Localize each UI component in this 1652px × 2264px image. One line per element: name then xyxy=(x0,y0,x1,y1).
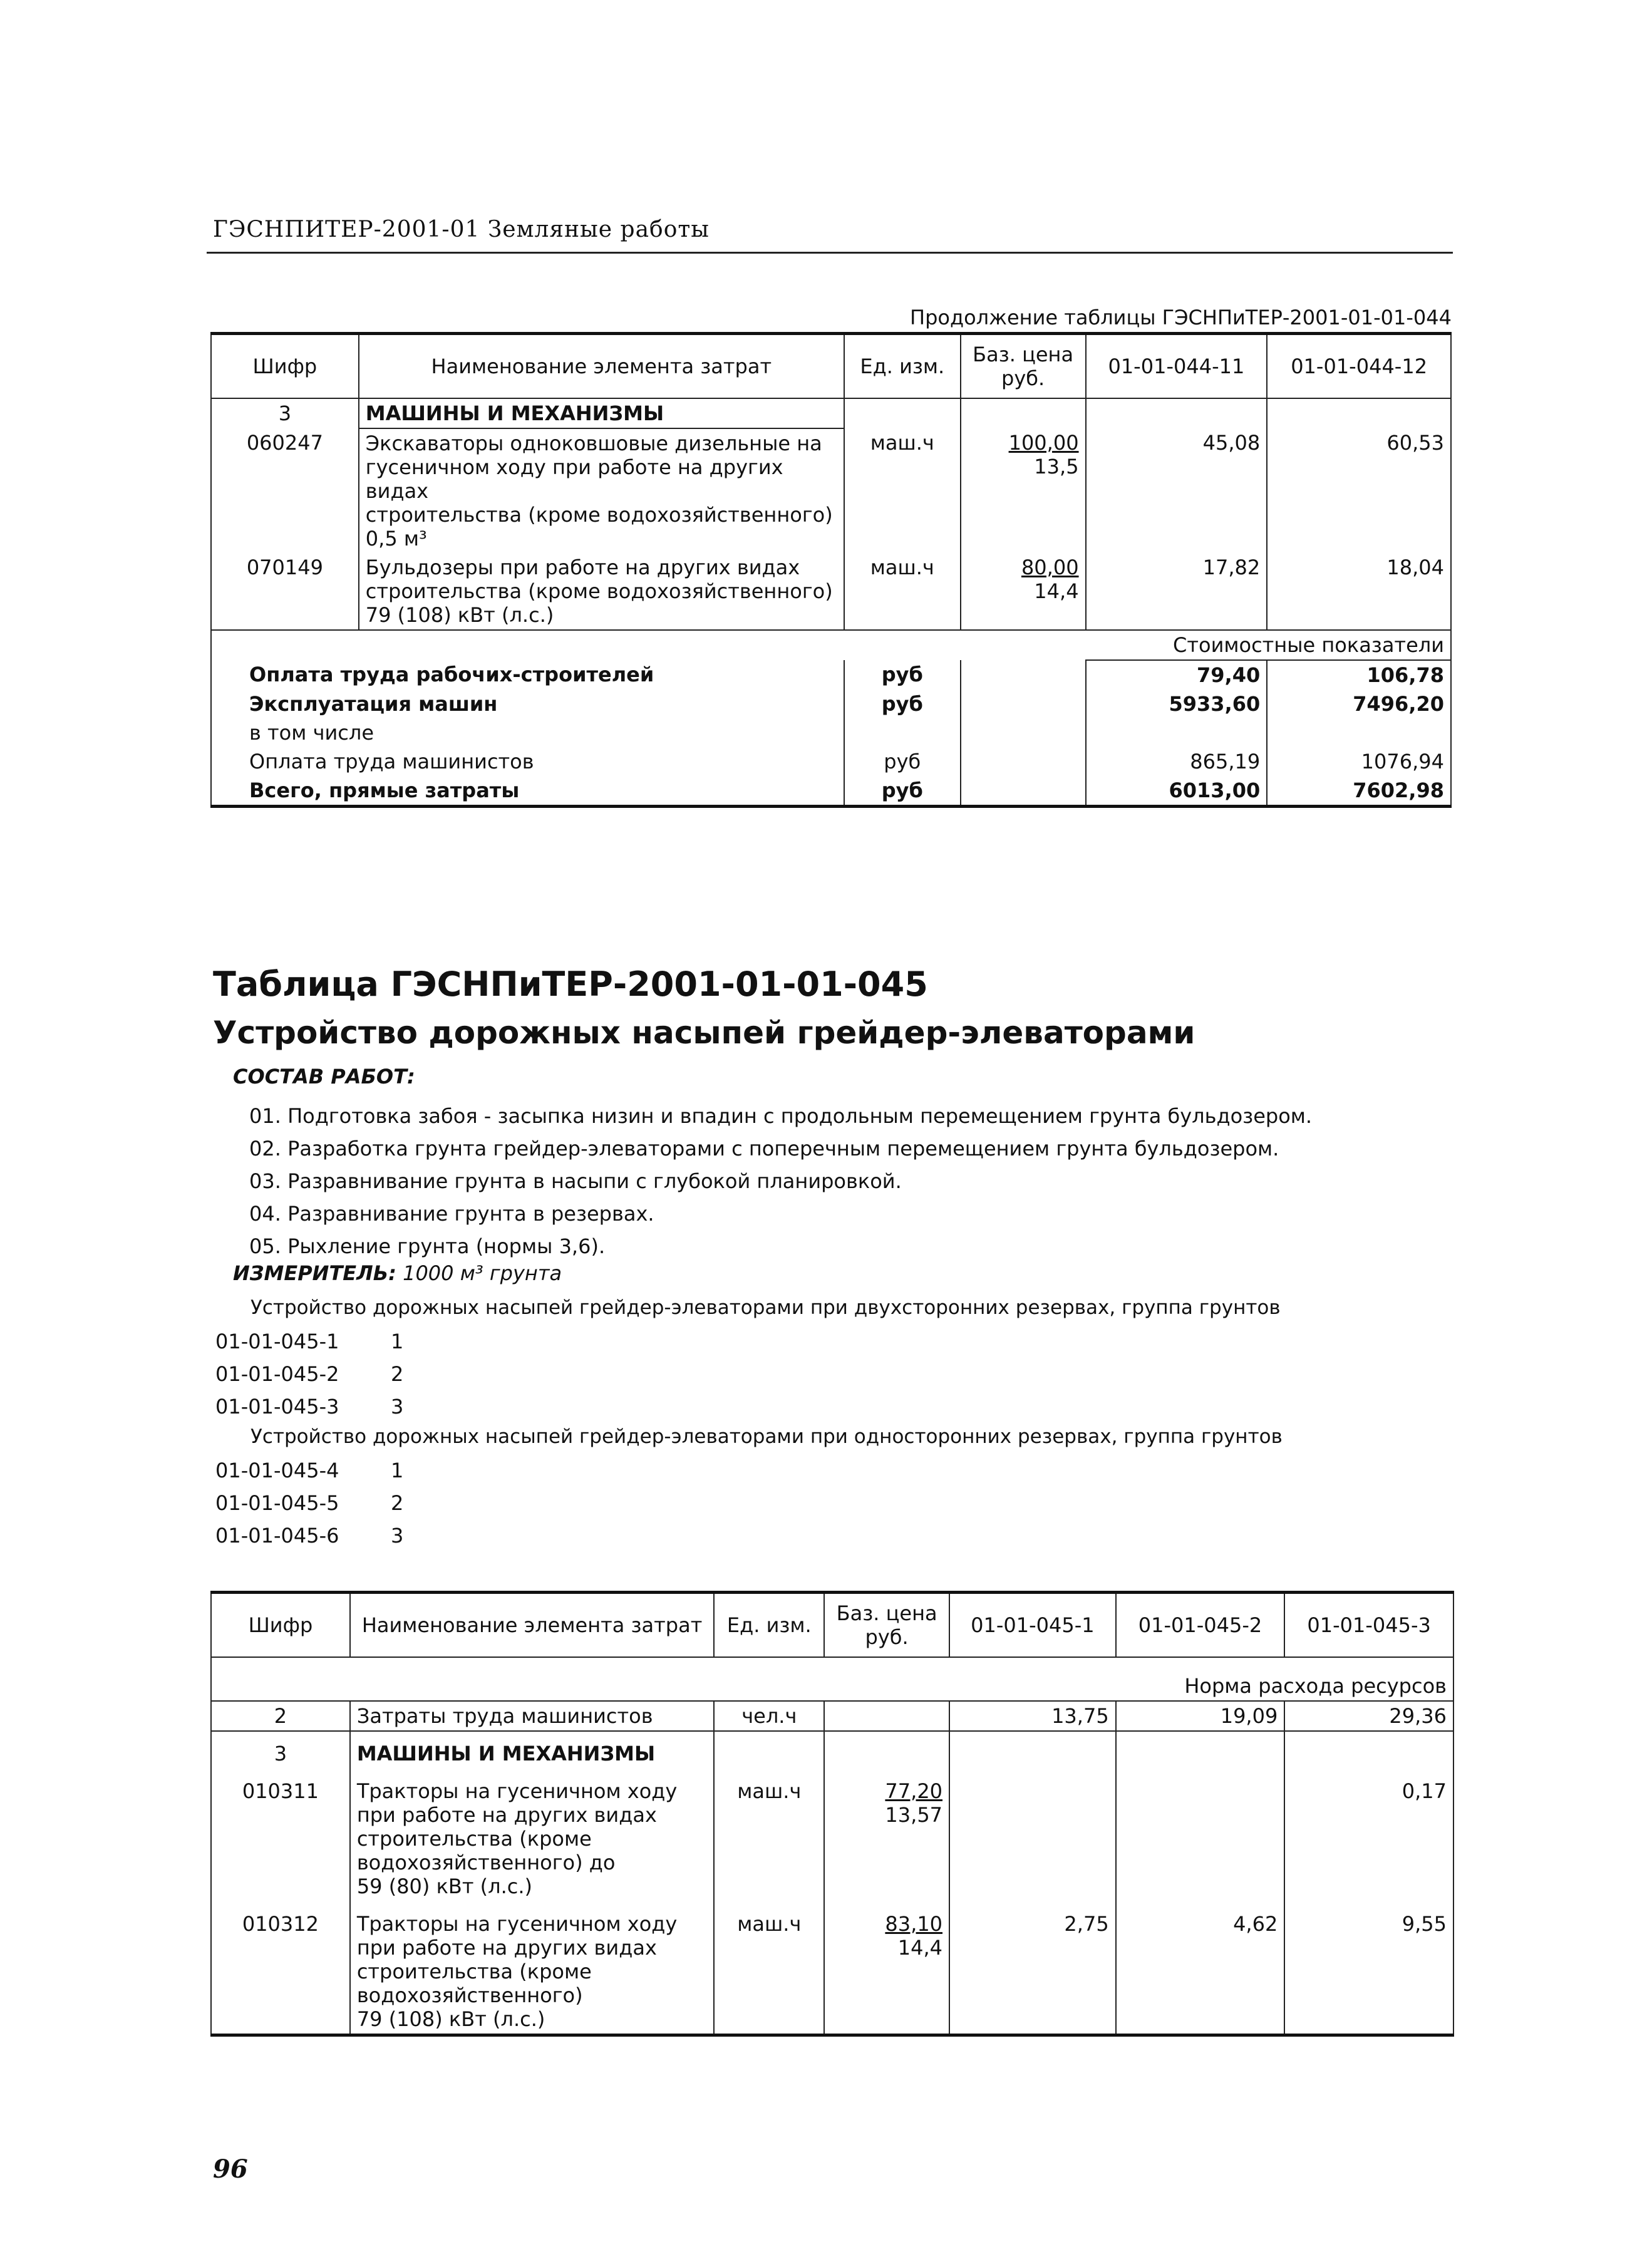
header-col2: 01-01-045-2 xyxy=(1116,1593,1285,1658)
header-col3: 01-01-045-3 xyxy=(1284,1593,1453,1658)
row-name-line: строительства (кроме водохозяйственного) xyxy=(365,503,833,527)
row-price xyxy=(961,553,1086,630)
norm-code: 01-01-045-5 xyxy=(215,1491,339,1515)
row-name-line: водохозяйственного) до xyxy=(356,1851,616,1874)
header-price: Баз. цена руб. xyxy=(961,334,1086,399)
row-name-line: 59 (80) кВт (л.с.) xyxy=(356,1874,533,1898)
section-row xyxy=(211,1731,1453,1768)
row-price xyxy=(824,1768,949,1901)
row-value-2: 18,04 xyxy=(1267,553,1451,630)
row-name-line: Бульдозеры при работе на других видах xyxy=(365,556,800,579)
code-list xyxy=(215,1325,403,1423)
summary-unit: руб xyxy=(844,690,961,718)
table-continuation-note: Продолжение таблицы ГЭСНПиТЕР-2001-01-01-044 xyxy=(910,306,1452,329)
row-name-line: водохозяйственного) xyxy=(356,1983,583,2007)
soil-group: 1 xyxy=(391,1459,404,1482)
list-item: 03. Разравнивание грунта в насыпи с глубокой планировкой. xyxy=(249,1169,902,1193)
header-name: Наименование элемента затрат xyxy=(359,334,844,399)
labor-row xyxy=(211,1701,1453,1731)
row-name-line: при работе на других видах xyxy=(356,1936,657,1960)
summary-label: Всего, прямые затраты xyxy=(211,776,844,807)
row-code: 010312 xyxy=(211,1901,350,2035)
header-col1: 01-01-044-11 xyxy=(1086,334,1267,399)
row-name-line: строительства (кроме водохозяйственного) xyxy=(365,579,833,603)
group-description: Устройство дорожных насыпей грейдер-элеваторами при односторонних резервах, группа грунтов xyxy=(250,1425,1283,1448)
row-name-line: строительства (кроме xyxy=(356,1960,592,1983)
summary-row xyxy=(211,747,1451,776)
works-label: СОСТАВ РАБОТ: xyxy=(233,1065,415,1088)
summary-label: Эксплуатация машин xyxy=(211,690,844,718)
row-value-1: 17,82 xyxy=(1086,553,1267,630)
summary-value-2: 7496,20 xyxy=(1267,690,1451,718)
row-value-2: 19,09 xyxy=(1116,1701,1285,1731)
summary-row xyxy=(211,660,1451,690)
price-top: 100,00 xyxy=(1008,431,1079,455)
table-subtitle: Устройство дорожных насыпей грейдер-элеваторами xyxy=(213,1015,1195,1051)
list-item xyxy=(215,1390,403,1423)
price-bottom: 14,4 xyxy=(1034,579,1079,603)
price-top: 83,10 xyxy=(885,1912,943,1936)
norm-code: 01-01-045-4 xyxy=(215,1459,339,1482)
cost-label-row xyxy=(211,630,1451,660)
section-name: МАШИНЫ И МЕХАНИЗМЫ xyxy=(350,1731,715,1768)
row-unit: маш.ч xyxy=(844,428,961,553)
row-name-line: Тракторы на гусеничном ходу xyxy=(356,1779,678,1803)
soil-group: 3 xyxy=(391,1395,404,1419)
resource-table-044 xyxy=(210,332,1452,808)
row-name-line: Экскаваторы одноковшовые дизельные на xyxy=(365,432,822,455)
row-value-2: 60,53 xyxy=(1267,428,1451,553)
table-row xyxy=(211,1901,1453,2035)
price-top: 80,00 xyxy=(1021,556,1079,579)
row-unit: маш.ч xyxy=(714,1901,824,2035)
row-name-line: при работе на других видах xyxy=(356,1803,657,1827)
norm-code: 01-01-045-6 xyxy=(215,1524,339,1548)
header-unit: Ед. изм. xyxy=(844,334,961,399)
price-bottom: 13,57 xyxy=(885,1803,943,1827)
row-unit: чел.ч xyxy=(714,1701,824,1731)
row-name xyxy=(350,1768,715,1901)
price-bottom: 14,4 xyxy=(897,1936,943,1960)
table-row xyxy=(211,553,1451,630)
group-description: Устройство дорожных насыпей грейдер-элеваторами при двухсторонних резервах, группа грунтов xyxy=(250,1296,1281,1319)
header-col1: 01-01-045-1 xyxy=(949,1593,1116,1658)
summary-value-1: 79,40 xyxy=(1086,660,1267,690)
summary-value-1: 5933,60 xyxy=(1086,690,1267,718)
summary-value-1: 865,19 xyxy=(1086,747,1267,776)
list-item: 04. Разравнивание грунта в резервах. xyxy=(249,1202,654,1226)
header-price: Баз. цена руб. xyxy=(824,1593,949,1658)
price-top: 77,20 xyxy=(885,1779,943,1803)
summary-value-2: 1076,94 xyxy=(1267,747,1451,776)
header-name: Наименование элемента затрат xyxy=(350,1593,715,1658)
row-code: 2 xyxy=(211,1701,350,1731)
norm-code: 01-01-045-3 xyxy=(215,1395,339,1419)
row-name-line: строительства (кроме xyxy=(356,1827,592,1851)
row-value-3: 9,55 xyxy=(1284,1901,1453,2035)
row-name-line: 79 (108) кВт (л.с.) xyxy=(356,2007,545,2031)
row-code: 070149 xyxy=(211,553,359,630)
header-rule xyxy=(207,252,1453,254)
summary-row xyxy=(211,690,1451,718)
summary-value-2 xyxy=(1267,718,1451,747)
list-item xyxy=(215,1454,403,1487)
section-code: 3 xyxy=(211,398,359,428)
row-price xyxy=(824,1901,949,2035)
row-value-1: 13,75 xyxy=(949,1701,1116,1731)
summary-label: Оплата труда машинистов xyxy=(211,747,844,776)
row-price xyxy=(961,428,1086,553)
summary-value-1 xyxy=(1086,718,1267,747)
summary-label: в том числе xyxy=(211,718,844,747)
cost-label: Стоимостные показатели xyxy=(1086,630,1451,660)
row-value-1 xyxy=(949,1768,1116,1901)
row-name-line: Тракторы на гусеничном ходу xyxy=(356,1912,678,1936)
table-title: Таблица ГЭСНПиТЕР-2001-01-01-045 xyxy=(213,964,928,1004)
row-name-line: 0,5 м³ xyxy=(365,527,427,550)
soil-group: 2 xyxy=(391,1362,404,1386)
row-value-2 xyxy=(1116,1768,1285,1901)
row-value-3: 0,17 xyxy=(1284,1768,1453,1901)
row-unit: маш.ч xyxy=(844,553,961,630)
soil-group: 3 xyxy=(391,1524,404,1548)
row-name xyxy=(359,428,844,553)
list-item xyxy=(215,1487,403,1519)
header-code: Шифр xyxy=(211,1593,350,1658)
summary-value-2: 106,78 xyxy=(1267,660,1451,690)
row-code: 010311 xyxy=(211,1768,350,1901)
summary-unit: руб xyxy=(844,776,961,807)
header-code: Шифр xyxy=(211,334,359,399)
code-list xyxy=(215,1454,403,1552)
header-unit: Ед. изм. xyxy=(714,1593,824,1658)
soil-group: 2 xyxy=(391,1491,404,1515)
price-bottom: 13,5 xyxy=(1034,455,1079,478)
summary-label: Оплата труда рабочих-строителей xyxy=(211,660,844,690)
row-value-1: 2,75 xyxy=(949,1901,1116,2035)
measure-label: ИЗМЕРИТЕЛЬ: xyxy=(233,1261,396,1285)
norm-code: 01-01-045-1 xyxy=(215,1330,339,1353)
summary-unit: руб xyxy=(844,660,961,690)
summary-value-1: 6013,00 xyxy=(1086,776,1267,807)
list-item xyxy=(215,1519,403,1552)
list-item: 05. Рыхление грунта (нормы 3,6). xyxy=(249,1234,606,1258)
norm-code: 01-01-045-2 xyxy=(215,1362,339,1386)
resource-table-045 xyxy=(210,1591,1454,2037)
page-number: 96 xyxy=(213,2154,248,2184)
summary-value-2: 7602,98 xyxy=(1267,776,1451,807)
row-value-2: 4,62 xyxy=(1116,1901,1285,2035)
summary-row xyxy=(211,718,1451,747)
summary-unit xyxy=(844,718,961,747)
table-row xyxy=(211,1768,1453,1901)
norm-label: Норма расхода ресурсов xyxy=(1116,1657,1453,1701)
norm-label-row xyxy=(211,1657,1453,1701)
summary-row xyxy=(211,776,1451,807)
row-name xyxy=(350,1901,715,2035)
row-name-line: 79 (108) кВт (л.с.) xyxy=(365,603,554,627)
row-unit: маш.ч xyxy=(714,1768,824,1901)
section-name: МАШИНЫ И МЕХАНИЗМЫ xyxy=(359,398,844,428)
list-item: 01. Подготовка забоя - засыпка низин и впадин с продольным перемещением грунта бульдозером. xyxy=(249,1104,1313,1128)
measure-value: 1000 м³ грунта xyxy=(403,1261,562,1285)
section-code: 3 xyxy=(211,1731,350,1768)
measure-line xyxy=(233,1261,562,1285)
row-code: 060247 xyxy=(211,428,359,553)
row-name: Затраты труда машинистов xyxy=(350,1701,715,1731)
header-col2: 01-01-044-12 xyxy=(1267,334,1451,399)
list-item xyxy=(215,1325,403,1358)
section-row xyxy=(211,398,1451,428)
list-item: 02. Разработка грунта грейдер-элеваторами с поперечным перемещением грунта бульдозером. xyxy=(249,1137,1279,1160)
soil-group: 1 xyxy=(391,1330,404,1353)
works-list xyxy=(249,1100,1312,1263)
summary-unit: руб xyxy=(844,747,961,776)
row-value-1: 45,08 xyxy=(1086,428,1267,553)
page-header: ГЭСНПИТЕР-2001-01 Земляные работы xyxy=(213,217,710,242)
row-name-line: гусеничном ходу при работе на других видах xyxy=(365,455,783,503)
row-name xyxy=(359,553,844,630)
table-row xyxy=(211,428,1451,553)
row-value-3: 29,36 xyxy=(1284,1701,1453,1731)
list-item xyxy=(215,1358,403,1390)
